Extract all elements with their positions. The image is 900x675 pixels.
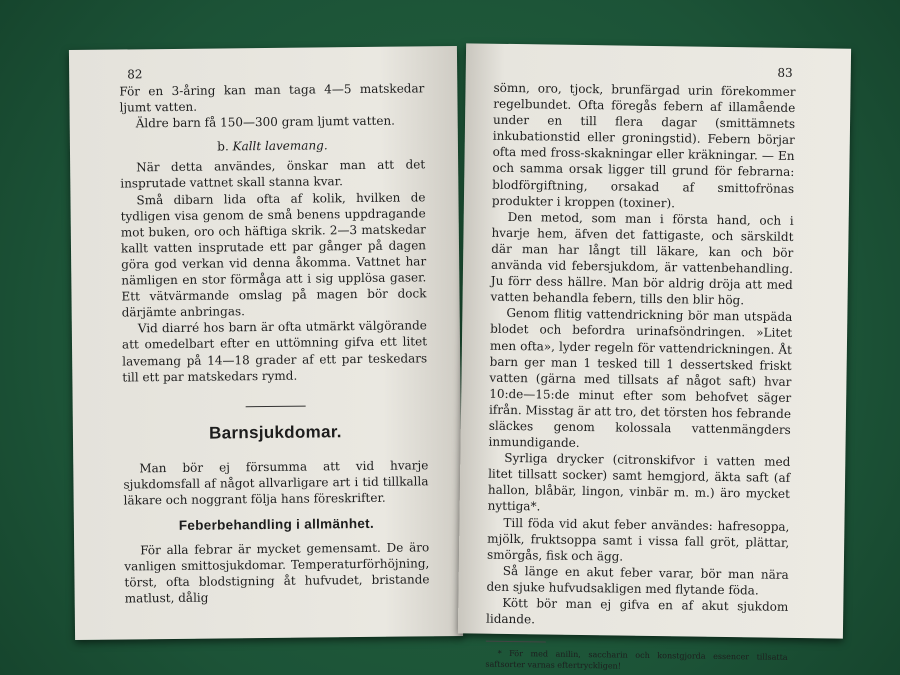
subsection-title [120,137,425,156]
footnote: * För med anilin, saccharin och konstgjorda essencer tillsatta saftsorter varnas eftertryckligen! [485,649,788,671]
subsection-letter: b. [217,139,229,154]
footnote-divider [486,641,546,643]
paragraph: Kött bör man ej gifva en af akut sjukdom lidande. [486,595,789,627]
paragraph: Vid diarré hos barn är ofta utmärkt välgörande att omedelbart efter en uttömning gifva ett litet lavemang på 14—18 grader af ett par teskedars till ett par matskedars rymd. [121,318,428,385]
paragraph: Syrliga drycker (citronskifvor i vatten med litet tillsatt socker) samt hemgjord, äkta saft (af hallon, blåbär, lingon, vinbär m. m.) äro mycket nyttiga*. [487,451,791,514]
page-number-right: 83 [777,65,793,80]
paragraph: För en 3-åring kan man taga 4—5 matskedar ljumt vatten. [119,81,425,115]
chapter-heading: Barnsjukdomar. [208,421,342,443]
paragraph: sömn, oro, tjock, brunfärgad urin förekommer regelbundet. Ofta föregås febern af illamående under en till flera dagar (smittämnets inkubationstid eller groningstid). Febern börjar ofta med fross-skakningar eller kräkningar. — En och samma orsak ligger till grund för febrarna: blodförgiftning, orsakad af smittofrönas produkter i kroppen (toxiner). [491,80,796,210]
paragraph: Små dibarn lida ofta af kolik, hvilken de tydligen visa genom de små benens uppdragande mot buken, oro och häftiga skrik. 2—3 matskedar kallt vatten insprutade ett par gånger på dagen göra god verkan vid denna åkomma. Vattnet har nämligen en stor förmåga att i sig upplösa gaser. Ett vätvärmande omslag på magen bör dock därjämte anbringas. [120,189,427,320]
paragraph: Så länge en akut feber varar, bör man nära den sjuke hufvudsakligen med flytande föda. [486,563,789,598]
section-divider [245,405,305,407]
right-page [458,43,851,671]
paragraph: Till föda vid akut feber användes: hafresoppa, mjölk, fruktsoppa samt i vissa fall gröt, plättar, smörgås, fisk och ägg. [486,515,790,564]
left-page [69,46,463,640]
page-number-left: 82 [127,67,143,82]
open-book [62,40,852,671]
paragraph: När detta användes, önskar man att det insprutade vattnet skall stanna kvar. [120,157,426,191]
paragraph: Äldre barn få 150—300 gram ljumt vatten. [135,113,396,131]
right-page-content [485,80,795,674]
section-heading: Feberbehandling i allmänhet. [178,515,375,533]
paragraph: Man bör ej försumma att vid hvarje sjukdomsfall af något allvarligare art i tid tillkalla läkare och noggrant följa hans föreskrifter. [123,458,429,508]
paragraph: Den metod, som man i första hand, och i hvarje hem, äfven det fattigaste, och särskildt där man har långt till läkare, kan och bör använda vid febersjukdom, är vattenbehandling. Ju förr dess hällre. Man bör aldrig dröja att med vatten behandla febern, tills den blir hög. [490,209,794,308]
left-page-content [119,80,429,607]
paragraph: Genom flitig vattendrickning bör man utspäda blodet och befordra urinafsöndringen. »Litet men ofta», lyder regeln för vattendrickningen. Åt barn ger man 1 tesked till 1 dessertsked friskt vatten (gärna med tillsats af något saft) hvar 10:de—15:de minut efter som behofvet säger ifrån. Misstag är att tro, det törsten hos febrande släckes genom kolossala vattenmängders inmundigande. [488,306,793,451]
subsection-name: Kallt lavemang. [232,138,328,154]
paragraph: För alla febrar är mycket gemensamt. De äro vanligen smittosjukdomar. Temperaturförhöjning, törst, ofta blodstigning åt hufvudet, bristande matlust, dålig [124,540,430,606]
